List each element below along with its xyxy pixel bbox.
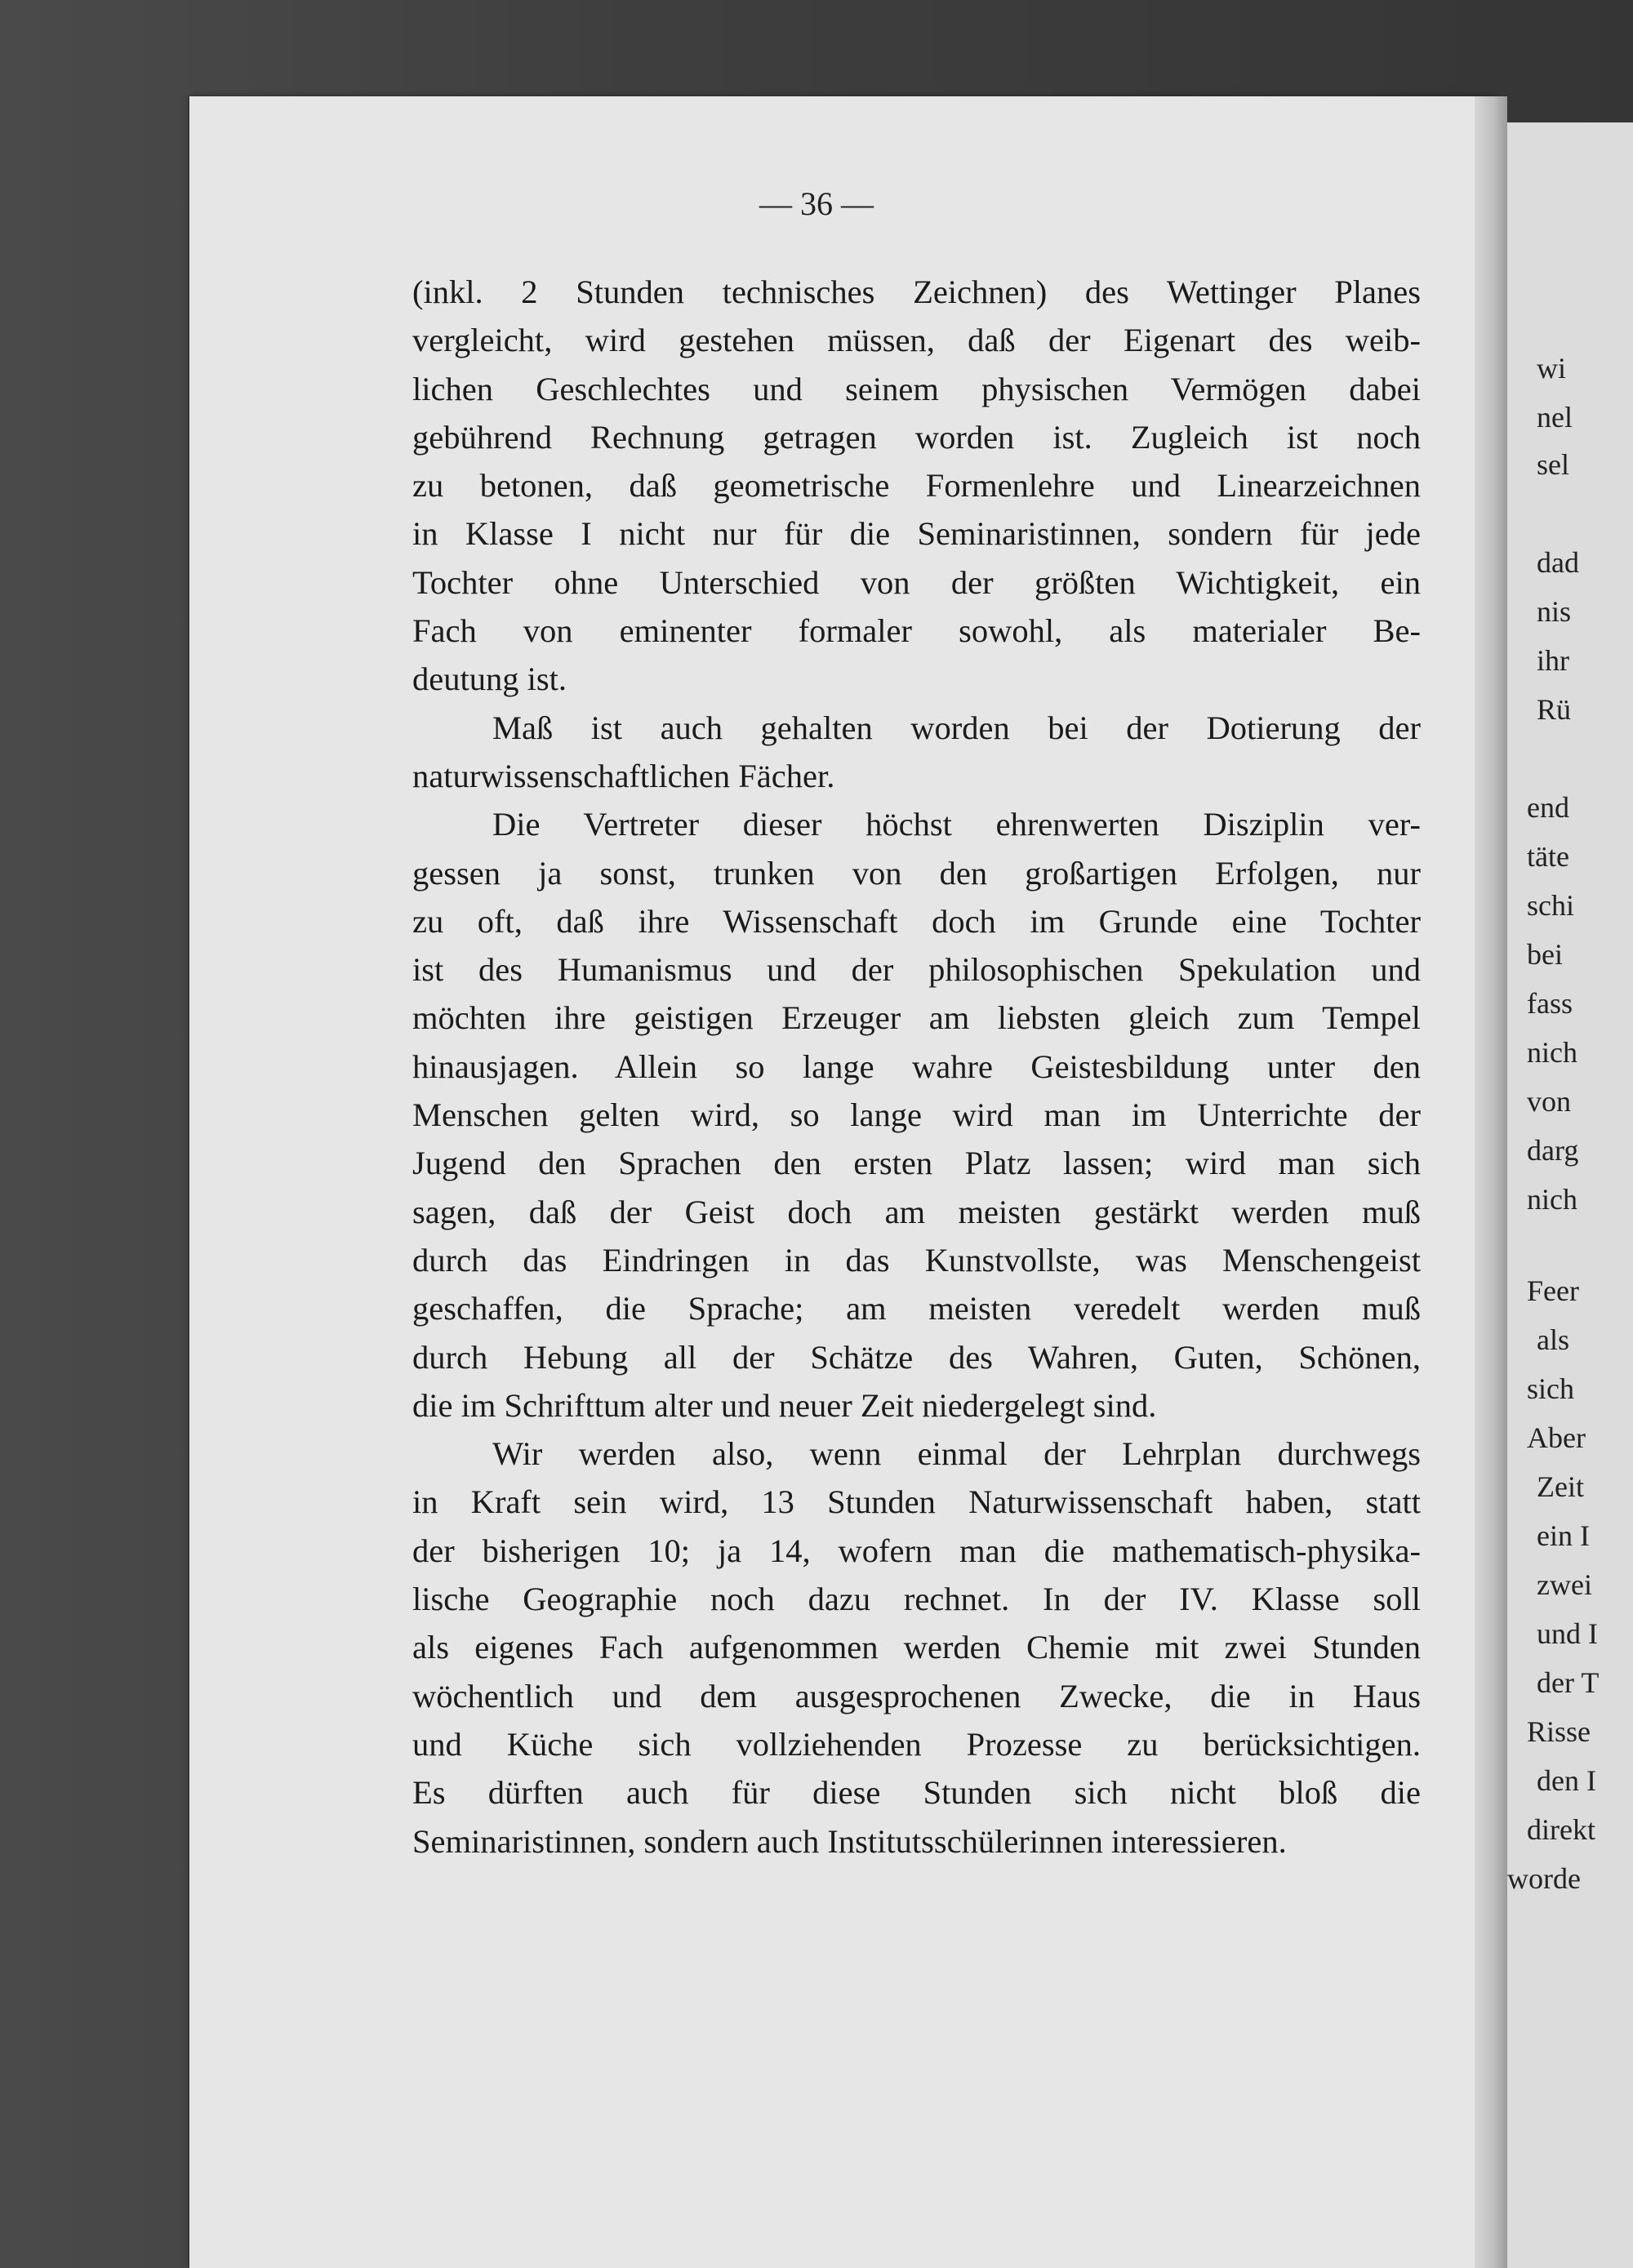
facing-page-fragment: ihr <box>1537 644 1569 677</box>
text-line: Fach von eminenter formaler sowohl, als materialer Be- <box>412 612 1421 650</box>
text-line: in Klasse I nicht nur für die Seminaristinnen, sondern für jede <box>412 515 1421 553</box>
text-line: wöchentlich und dem ausgesprochenen Zwecke, die in Haus <box>412 1677 1421 1714</box>
text-line: Es dürften auch für diese Stunden sich nicht bloß die <box>412 1774 1421 1812</box>
text-line: möchten ihre geistigen Erzeuger am liebsten gleich zum Tempel <box>412 999 1421 1037</box>
page-number: — 36 — <box>759 185 874 222</box>
facing-page-fragment: und I <box>1537 1617 1598 1650</box>
facing-page-fragment: nich <box>1527 1036 1577 1069</box>
facing-page-fragment: worde <box>1507 1862 1581 1895</box>
text-line: lichen Geschlechtes und seinem physischen Vermögen dabei <box>412 370 1421 407</box>
facing-page-fragment: dad <box>1537 546 1579 579</box>
facing-page-fragment: nich <box>1527 1183 1577 1216</box>
text-line: naturwissenschaftlichen Fächer. <box>412 757 835 794</box>
text-line: durch Hebung all der Schätze des Wahren, Guten, Schönen, <box>412 1338 1421 1376</box>
text-line: vergleicht, wird gestehen müssen, daß der Eigenart des weib- <box>412 322 1421 359</box>
facing-page-fragment: fass <box>1527 987 1573 1020</box>
text-line: gebührend Rechnung getragen worden ist. Zugleich ist noch <box>412 418 1421 456</box>
facing-page-fragment: nis <box>1537 595 1572 628</box>
facing-page-fragment: als <box>1537 1323 1569 1356</box>
facing-page-fragment: Feer <box>1527 1274 1579 1307</box>
text-line: hinausjagen. Allein so lange wahre Geistesbildung unter den <box>412 1047 1421 1085</box>
text-line: Seminaristinnen, sondern auch Institutsschülerinnen interessieren. <box>412 1822 1287 1860</box>
facing-page-fragment: der T <box>1537 1666 1600 1699</box>
page-edge <box>1475 96 1507 2268</box>
text-line: Menschen gelten wird, so lange wird man im Unterrichte der <box>412 1096 1421 1134</box>
facing-page-fragment: von <box>1527 1085 1571 1118</box>
facing-page-fragment: Zeit <box>1537 1470 1584 1503</box>
text-line: lische Geographie noch dazu rechnet. In der IV. Klasse soll <box>412 1581 1421 1618</box>
text-line: durch das Eindringen in das Kunstvollste, was Menschengeist <box>412 1241 1421 1279</box>
text-line: zu betonen, daß geometrische Formenlehre und Linearzeichnen <box>412 467 1421 505</box>
text-line: geschaffen, die Sprache; am meisten veredelt werden muß <box>412 1290 1421 1327</box>
paragraph <box>412 1430 1421 1866</box>
page-body <box>412 268 1421 1866</box>
facing-page-fragment: Aber <box>1527 1421 1586 1454</box>
text-line: die im Schrifttum alter und neuer Zeit niedergelegt sind. <box>412 1386 1157 1424</box>
facing-page-fragment: den I <box>1537 1764 1596 1797</box>
text-line: in Kraft sein wird, 13 Stunden Naturwissenschaft haben, statt <box>412 1483 1421 1521</box>
paragraph <box>412 800 1421 1430</box>
text-line: Jugend den Sprachen den ersten Platz lassen; wird man sich <box>412 1145 1421 1182</box>
text-line: Die Vertreter dieser höchst ehrenwerten Disziplin ver- <box>492 806 1421 843</box>
facing-page-fragment: Rü <box>1537 693 1572 726</box>
paragraph <box>412 704 1421 801</box>
text-line: (inkl. 2 Stunden technisches Zeichnen) des Wettinger Planes <box>412 273 1421 310</box>
text-line: als eigenes Fach aufgenommen werden Chemie mit zwei Stunden <box>412 1629 1421 1666</box>
text-line: und Küche sich vollziehenden Prozesse zu berücksichtigen. <box>412 1725 1421 1763</box>
facing-page-fragment: ein I <box>1537 1519 1590 1552</box>
facing-page-fragment: schi <box>1527 889 1574 922</box>
facing-page-fragment: sich <box>1527 1372 1574 1405</box>
facing-page-fragment: direkt <box>1527 1813 1595 1846</box>
text-line: zu oft, daß ihre Wissenschaft doch im Grunde eine Tochter <box>412 902 1421 940</box>
facing-page-fragment: bei <box>1527 938 1563 971</box>
text-line: Wir werden also, wenn einmal der Lehrplan durchwegs <box>492 1435 1421 1473</box>
facing-page-fragment: Risse <box>1527 1715 1591 1748</box>
text-line: Maß ist auch gehalten worden bei der Dotierung der <box>492 709 1421 746</box>
facing-page-fragment: täte <box>1527 840 1569 873</box>
facing-page <box>1507 122 1633 2268</box>
facing-page-fragment: wi <box>1537 352 1566 385</box>
facing-page-fragment: end <box>1527 791 1569 824</box>
text-line: der bisherigen 10; ja 14, wofern man die mathematisch-physika- <box>412 1532 1421 1569</box>
facing-page-fragment: zwei <box>1537 1568 1592 1601</box>
facing-page-fragment: nel <box>1537 401 1573 434</box>
facing-page-fragment: sel <box>1537 448 1569 481</box>
text-line: sagen, daß der Geist doch am meisten gestärkt werden muß <box>412 1193 1421 1230</box>
text-line: gessen ja sonst, trunken von den großartigen Erfolgen, nur <box>412 854 1421 892</box>
text-line: deutung ist. <box>412 660 567 698</box>
text-line: Tochter ohne Unterschied von der größten Wichtigkeit, ein <box>412 563 1421 601</box>
text-line: ist des Humanismus und der philosophischen Spekulation und <box>412 951 1421 989</box>
facing-page-fragment: darg <box>1527 1134 1579 1167</box>
paragraph <box>412 268 1421 704</box>
